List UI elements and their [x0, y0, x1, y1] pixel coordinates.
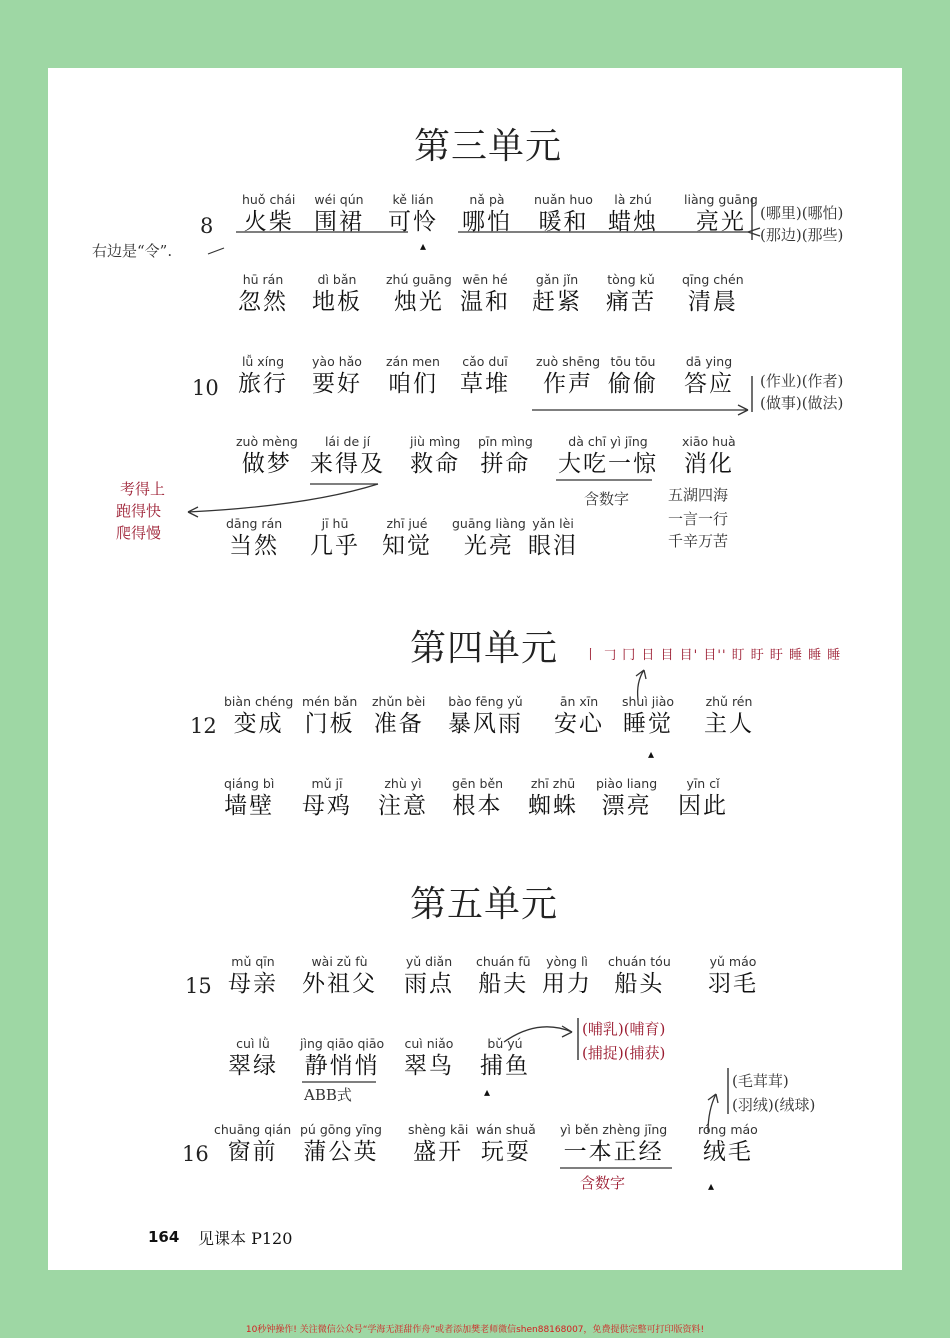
hanzi: 盛开 — [413, 1139, 464, 1165]
pinyin: jī hū — [321, 516, 349, 531]
hanzi: 救命 — [410, 451, 461, 477]
hanzi: 蒲公英 — [303, 1139, 379, 1165]
hanzi: 亮光 — [695, 209, 746, 235]
watermark-text: 10秒钟操作! 关注微信公众号“学海无涯甜作舟”或者添加樊老师微信shen88168007，免费提供完整可打印版资料! — [245, 1325, 705, 1335]
pinyin: yīn cǐ — [686, 776, 720, 791]
note-mao-1: (毛茸茸) — [732, 1072, 789, 1090]
pinyin: ān xīn — [559, 694, 599, 709]
pinyin: qīng chén — [682, 272, 744, 287]
note-contains-number-2: 含数字 — [580, 1174, 626, 1192]
pinyin: mén bǎn — [302, 694, 358, 709]
pinyin: zuò shēng — [536, 354, 601, 369]
emphasis-dot: ▴ — [648, 747, 655, 761]
pinyin: cuì lǜ — [236, 1036, 270, 1051]
note-mao-2: (羽绒)(绒球) — [732, 1096, 816, 1114]
hanzi: 暴风雨 — [448, 711, 523, 737]
hanzi: 门板 — [304, 711, 355, 737]
pinyin: yòng lì — [546, 954, 588, 969]
hanzi: 母鸡 — [302, 793, 352, 819]
pinyin: piào liang — [596, 776, 658, 791]
hanzi: 拼命 — [480, 451, 531, 477]
lesson-number-15: 15 — [185, 974, 212, 998]
pinyin: liàng guāng — [684, 192, 758, 207]
hanzi: 窗前 — [227, 1139, 278, 1165]
note-de-3: 爬得慢 — [116, 524, 162, 542]
hanzi: 主人 — [704, 711, 754, 737]
emphasis-dot: ▴ — [420, 239, 427, 253]
note-idiom-2: 一言一行 — [668, 510, 729, 528]
hanzi: 作声 — [543, 371, 594, 397]
unit-title-5: 第五单元 — [410, 884, 559, 925]
pinyin: lǚ xíng — [241, 354, 285, 369]
hanzi: 绒毛 — [702, 1139, 753, 1165]
note-na-2: (那边)(那些) — [760, 226, 844, 244]
hanzi: 做梦 — [241, 451, 292, 477]
emphasis-dot: ▴ — [484, 1085, 491, 1099]
pinyin: zhī zhū — [530, 776, 576, 791]
pinyin: zhǔn bèi — [372, 694, 426, 709]
pinyin: dāng rán — [226, 516, 283, 531]
note-zuo-2: (做事)(做法) — [760, 394, 844, 412]
hanzi: 捕鱼 — [480, 1053, 530, 1079]
pinyin: zhú guāng — [386, 272, 452, 287]
hanzi: 翠绿 — [228, 1053, 278, 1079]
pinyin: gǎn jǐn — [535, 272, 579, 287]
hanzi: 火柴 — [243, 209, 294, 235]
note-contains-number-1: 含数字 — [584, 490, 630, 508]
pinyin: yǔ diǎn — [405, 954, 453, 969]
hanzi: 哪怕 — [462, 209, 512, 235]
worksheet-page — [48, 68, 902, 1270]
hanzi: 船夫 — [478, 971, 529, 997]
hanzi: 几乎 — [310, 533, 360, 559]
pinyin: yǔ máo — [709, 954, 757, 969]
hanzi: 温和 — [460, 289, 510, 315]
lesson-number-10: 10 — [192, 376, 219, 400]
pinyin: kě lián — [392, 192, 434, 207]
note-bu-1: (哺乳)(哺育) — [582, 1020, 666, 1038]
pinyin: wài zǔ fù — [311, 954, 368, 969]
pinyin: mǔ qīn — [231, 954, 275, 969]
pinyin: xiāo huà — [682, 434, 736, 449]
pinyin: shuì jiào — [622, 694, 675, 709]
unit-title-3: 第三单元 — [414, 126, 563, 167]
textbook-reference: 见课本 P120 — [198, 1229, 293, 1248]
hanzi: 玩耍 — [480, 1139, 531, 1165]
pinyin: bǔ yú — [487, 1036, 523, 1051]
hanzi: 忽然 — [238, 289, 288, 315]
pinyin: cuì niǎo — [404, 1036, 454, 1051]
hanzi: 变成 — [233, 711, 284, 737]
note-stroke-order: 丨 𠃌 冂 日 目 目' 目'' 盯 盱 盱 睡 睡 睡 — [584, 648, 842, 663]
lesson-number-16: 16 — [182, 1142, 209, 1166]
hanzi: 答应 — [684, 371, 734, 397]
note-na-1: (哪里)(哪怕) — [760, 204, 844, 222]
hanzi: 船头 — [614, 971, 665, 997]
emphasis-dot: ▴ — [708, 1179, 715, 1193]
hanzi: 围裙 — [314, 209, 364, 235]
pinyin: hū rán — [242, 272, 284, 287]
note-zuo-1: (作业)(作者) — [760, 372, 844, 390]
hanzi: 母亲 — [228, 971, 278, 997]
pinyin: jiù mìng — [410, 434, 461, 449]
hanzi: 清晨 — [687, 289, 738, 315]
pinyin: wēn hé — [462, 272, 508, 287]
hanzi: 因此 — [678, 793, 728, 819]
pinyin: là zhú — [614, 192, 652, 207]
lesson-number-8: 8 — [200, 214, 214, 238]
note-idiom-1: 五湖四海 — [668, 486, 729, 504]
pinyin: wéi qún — [314, 192, 364, 207]
pinyin: zhù yì — [384, 776, 422, 791]
pinyin: zuò mèng — [236, 434, 298, 449]
hanzi: 雨点 — [404, 971, 454, 997]
hanzi: 安心 — [554, 711, 604, 737]
hanzi: 消化 — [683, 451, 734, 477]
pinyin: chuán tóu — [608, 954, 671, 969]
pinyin: yǎn lèi — [532, 516, 574, 531]
pinyin: yì běn zhèng jīng — [560, 1122, 668, 1137]
hanzi: 赶紧 — [532, 289, 582, 315]
pinyin: guāng liàng — [452, 516, 526, 531]
pinyin: róng máo — [698, 1122, 758, 1137]
hanzi: 要好 — [312, 371, 362, 397]
hanzi: 咱们 — [387, 371, 438, 397]
hanzi: 来得及 — [310, 451, 385, 477]
note-bu-2: (捕捉)(捕获) — [582, 1044, 666, 1062]
hanzi: 羽毛 — [708, 971, 758, 997]
page-number: 164 — [148, 1228, 180, 1246]
pinyin: zán men — [386, 354, 440, 369]
hanzi: 当然 — [229, 533, 280, 559]
hanzi: 根本 — [452, 793, 503, 819]
hanzi: 静悄悄 — [304, 1053, 380, 1079]
pinyin: zhī jué — [386, 516, 428, 531]
pinyin: gēn běn — [452, 776, 504, 791]
hanzi: 偷偷 — [608, 371, 658, 397]
pinyin: cǎo duī — [462, 354, 508, 369]
note-idiom-3: 千辛万苦 — [668, 532, 729, 550]
hanzi: 墙壁 — [224, 793, 275, 819]
pinyin: jìng qiāo qiāo — [300, 1036, 385, 1051]
hanzi: 蜡烛 — [608, 209, 658, 235]
hanzi: 用力 — [542, 971, 592, 997]
pinyin: chuāng qián — [214, 1122, 292, 1137]
hanzi: 痛苦 — [606, 289, 656, 315]
pinyin: shèng kāi — [408, 1122, 469, 1137]
note-de-2: 跑得快 — [116, 502, 162, 520]
pinyin: huǒ chái — [242, 192, 296, 207]
hanzi: 注意 — [378, 793, 428, 819]
lesson-number-12: 12 — [190, 714, 217, 738]
pinyin: wán shuǎ — [476, 1122, 536, 1137]
pinyin: bào fēng yǔ — [448, 694, 523, 709]
pinyin: pú gōng yīng — [300, 1122, 382, 1137]
pinyin: dā ying — [685, 354, 733, 369]
hanzi: 准备 — [373, 711, 424, 737]
pinyin: biàn chéng — [224, 694, 294, 709]
hanzi: 大吃一惊 — [558, 451, 658, 477]
hanzi: 地板 — [312, 289, 362, 315]
hanzi: 蜘蛛 — [528, 793, 578, 819]
hanzi: 可怜 — [388, 209, 438, 235]
pinyin: chuán fū — [476, 954, 531, 969]
pinyin: nǎ pà — [469, 192, 505, 207]
hanzi: 眼泪 — [528, 533, 578, 559]
hanzi: 翠鸟 — [404, 1053, 454, 1079]
hanzi: 暖和 — [538, 209, 589, 235]
hanzi: 一本正经 — [563, 1139, 664, 1165]
pinyin: lái de jí — [324, 434, 371, 449]
pinyin: dì bǎn — [317, 272, 357, 287]
hanzi: 外祖父 — [302, 971, 377, 997]
hanzi: 睡觉 — [623, 711, 674, 737]
pinyin: qiáng bì — [224, 776, 275, 791]
hanzi: 知觉 — [382, 533, 432, 559]
pinyin: tòng kǔ — [607, 272, 655, 287]
pinyin: dà chī yì jīng — [568, 434, 648, 449]
hanzi: 旅行 — [238, 371, 288, 397]
hanzi: 烛光 — [393, 289, 444, 315]
note-de-1: 考得上 — [120, 480, 166, 498]
pinyin: zhǔ rén — [705, 694, 753, 709]
hanzi: 草堆 — [460, 371, 510, 397]
note-abb-pattern: ABB式 — [304, 1086, 352, 1104]
pinyin: yào hǎo — [312, 354, 362, 369]
unit-title-4: 第四单元 — [410, 628, 559, 669]
hanzi: 光亮 — [463, 533, 514, 559]
pinyin: pīn mìng — [478, 434, 533, 449]
pinyin: mǔ jī — [311, 776, 343, 791]
pinyin: tōu tōu — [610, 354, 656, 369]
pinyin: nuǎn huo — [534, 192, 593, 207]
hanzi: 漂亮 — [601, 793, 652, 819]
note-lian-radical: 右边是“令”. — [92, 242, 173, 260]
